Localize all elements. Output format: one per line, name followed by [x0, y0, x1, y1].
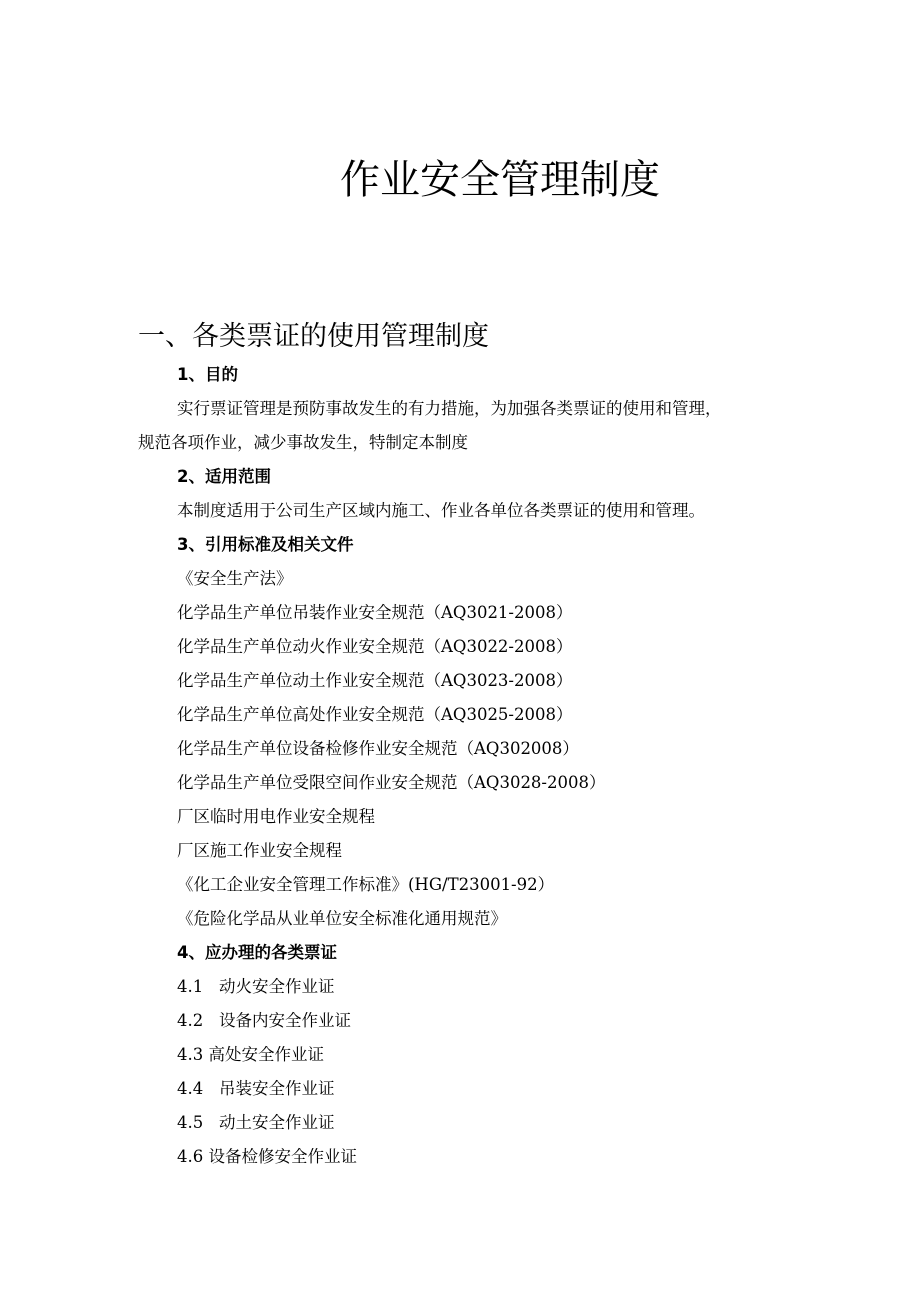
permit-item: 4.3 高处安全作业证	[177, 1045, 324, 1064]
reference-item: 《危险化学品从业单位安全标准化通用规范》	[177, 909, 507, 928]
permit-item: 4.4 吊装安全作业证	[177, 1079, 335, 1098]
purpose-paragraph-line-2: 规范各项作业，减少事故发生，特制定本制度	[138, 433, 468, 452]
reference-item: 《安全生产法》	[177, 569, 293, 588]
permits-heading: 4、应办理的各类票证	[177, 943, 337, 962]
reference-item: 化学品生产单位动土作业安全规范（AQ3023-2008）	[177, 671, 573, 690]
reference-item: 厂区临时用电作业安全规程	[177, 807, 375, 826]
reference-item: 化学品生产单位受限空间作业安全规范（AQ3028-2008）	[177, 773, 606, 792]
reference-item: 化学品生产单位动火作业安全规范（AQ3022-2008）	[177, 637, 573, 656]
permit-item: 4.2 设备内安全作业证	[177, 1011, 351, 1030]
section-heading: 一、各类票证的使用管理制度	[138, 321, 489, 352]
scope-paragraph: 本制度适用于公司生产区域内施工、作业各单位各类票证的使用和管理。	[177, 501, 705, 520]
permit-item: 4.5 动土安全作业证	[177, 1113, 335, 1132]
reference-item: 化学品生产单位设备检修作业安全规范（AQ302008）	[177, 739, 579, 758]
permit-item: 4.1 动火安全作业证	[177, 977, 335, 996]
purpose-heading: 1、目的	[177, 365, 238, 384]
scope-heading: 2、适用范围	[177, 467, 271, 486]
purpose-paragraph-line-1: 实行票证管理是预防事故发生的有力措施，为加强各类票证的使用和管理，	[177, 399, 722, 418]
reference-item: 化学品生产单位吊装作业安全规范（AQ3021-2008）	[177, 603, 573, 622]
references-heading: 3、引用标准及相关文件	[177, 535, 354, 554]
reference-item: 厂区施工作业安全规程	[177, 841, 342, 860]
reference-item: 《化工企业安全管理工作标准》(HG/T23001-92）	[177, 875, 555, 894]
reference-item: 化学品生产单位高处作业安全规范（AQ3025-2008）	[177, 705, 573, 724]
permit-item: 4.6 设备检修安全作业证	[177, 1147, 357, 1166]
document-title: 作业安全管理制度	[340, 157, 660, 203]
